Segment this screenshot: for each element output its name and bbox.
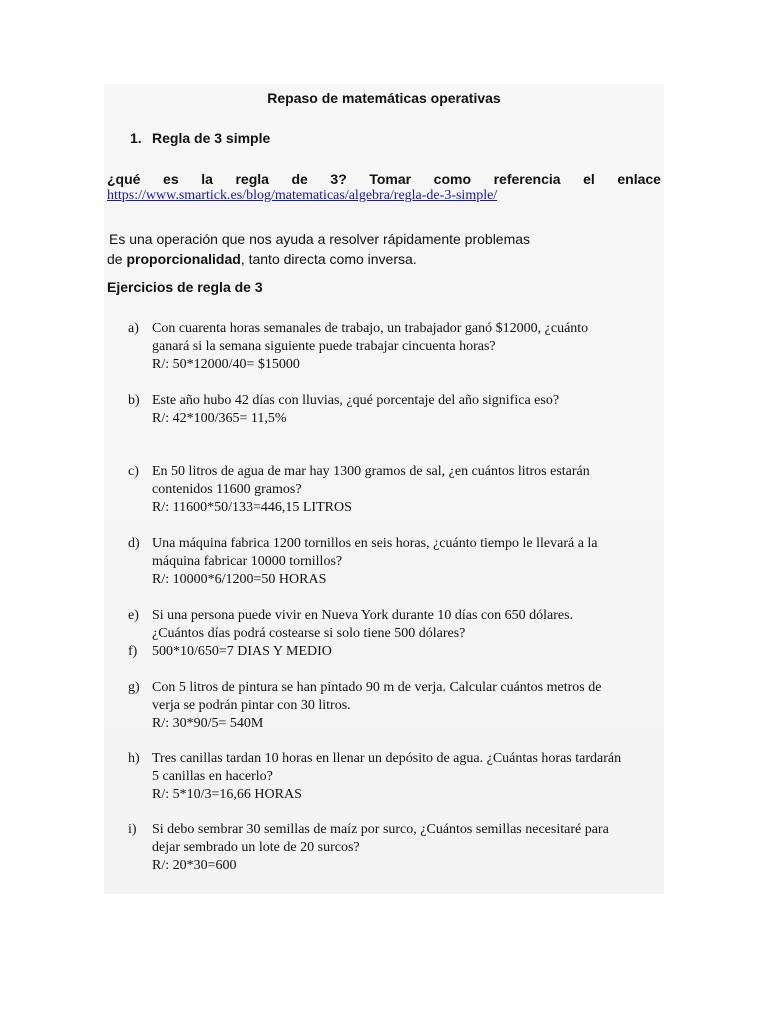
exercise-line: R/: 11600*50/133=446,15 LITROS [152,500,352,515]
exercise-body [152,821,652,875]
question-word: la [201,171,213,187]
exercise-label: f) [128,644,138,659]
exercise-line: Si debo sembrar 30 semillas de maíz por surco, ¿Cuántos semillas necesitaré para [152,822,609,837]
exercise-line: Tres canillas tardan 10 horas en llenar un depósito de agua. ¿Cuántas horas tardarán [152,751,622,766]
exercise-line: 5 canillas en hacerlo? [152,769,273,784]
exercise-body [152,679,652,733]
question-word: regla [235,171,269,187]
exercise-line: ganará si la semana siguiente puede trabajar cincuenta horas? [152,339,496,354]
document-title: Repaso de matemáticas operativas [267,90,501,106]
question-word: de [291,171,308,187]
exercise-line: máquina fabricar 10000 tornillos? [152,554,343,569]
exercise-line: R/: 10000*6/1200=50 HORAS [152,572,327,587]
exercise-body [152,463,652,517]
exercise-line: contenidos 11600 gramos? [152,482,302,497]
section-heading: Regla de 3 simple [152,130,271,146]
exercise-line: Este año hubo 42 días con lluvias, ¿qué porcentaje del año significa eso? [152,393,560,408]
exercise-body [152,643,652,661]
exercise-label: a) [128,321,139,336]
exercises-heading: Ejercicios de regla de 3 [107,279,263,295]
exercise-body [152,535,652,589]
exercise-label: i) [128,822,137,837]
exercise-line: ¿Cuántos días podrá costearse si solo tiene 500 dólares? [152,626,466,641]
exercise-body [152,750,652,804]
question-word: es [163,171,179,187]
exercise-body [152,392,652,428]
question-line [107,171,661,187]
exercise-line: R/: 30*90/5= 540M [152,716,264,731]
exercise-line: R/: 50*12000/40= $15000 [152,357,300,372]
exercise-body [152,320,652,374]
question-word: como [433,171,472,187]
answer-line-2 [107,251,417,267]
section-number: 1. [130,130,142,146]
exercise-line: Con 5 litros de pintura se han pintado 90 m de verja. Calcular cuántos metros de [152,680,602,695]
reference-link[interactable]: https://www.smartick.es/blog/matematicas/algebra/regla-de-3-simple/ [107,188,498,203]
exercise-line: R/: 42*100/365= 11,5% [152,411,287,426]
exercise-line: verja se podrán pintar con 30 litros. [152,698,351,713]
exercise-label: c) [128,464,139,479]
question-word: Tomar [369,171,412,187]
exercise-label: g) [128,680,140,695]
exercise-label: h) [128,751,140,766]
question-word: 3? [330,171,347,187]
exercise-line: Si una persona puede vivir en Nueva York durante 10 días con 650 dólares. [152,608,574,623]
answer-line-1: Es una operación que nos ayuda a resolver rápidamente problemas [109,231,531,247]
exercise-line: Una máquina fabrica 1200 tornillos en seis horas, ¿cuánto tiempo le llevará a la [152,536,598,551]
exercise-line: 500*10/650=7 DIAS Y MEDIO [152,644,332,659]
exercise-label: d) [128,536,140,551]
exercise-line: dejar sembrado un lote de 20 surcos? [152,840,360,855]
question-word: ¿qué [107,171,141,187]
exercise-line: R/: 5*10/3=16,66 HORAS [152,787,302,802]
answer-bold-term: proporcionalidad [126,251,241,267]
answer-text: de [107,251,127,267]
exercise-line: Con cuarenta horas semanales de trabajo, un trabajador ganó $12000, ¿cuánto [152,321,589,336]
exercise-label: e) [128,608,139,623]
question-word: enlace [617,171,661,187]
exercise-line: En 50 litros de agua de mar hay 1300 gramos de sal, ¿en cuántos litros estarán [152,464,590,479]
question-word: el [583,171,595,187]
question-word: referencia [493,171,561,187]
exercise-label: b) [128,393,140,408]
exercise-line: R/: 20*30=600 [152,858,237,873]
exercise-body [152,607,652,643]
answer-text: , tanto directa como inversa. [240,251,417,267]
